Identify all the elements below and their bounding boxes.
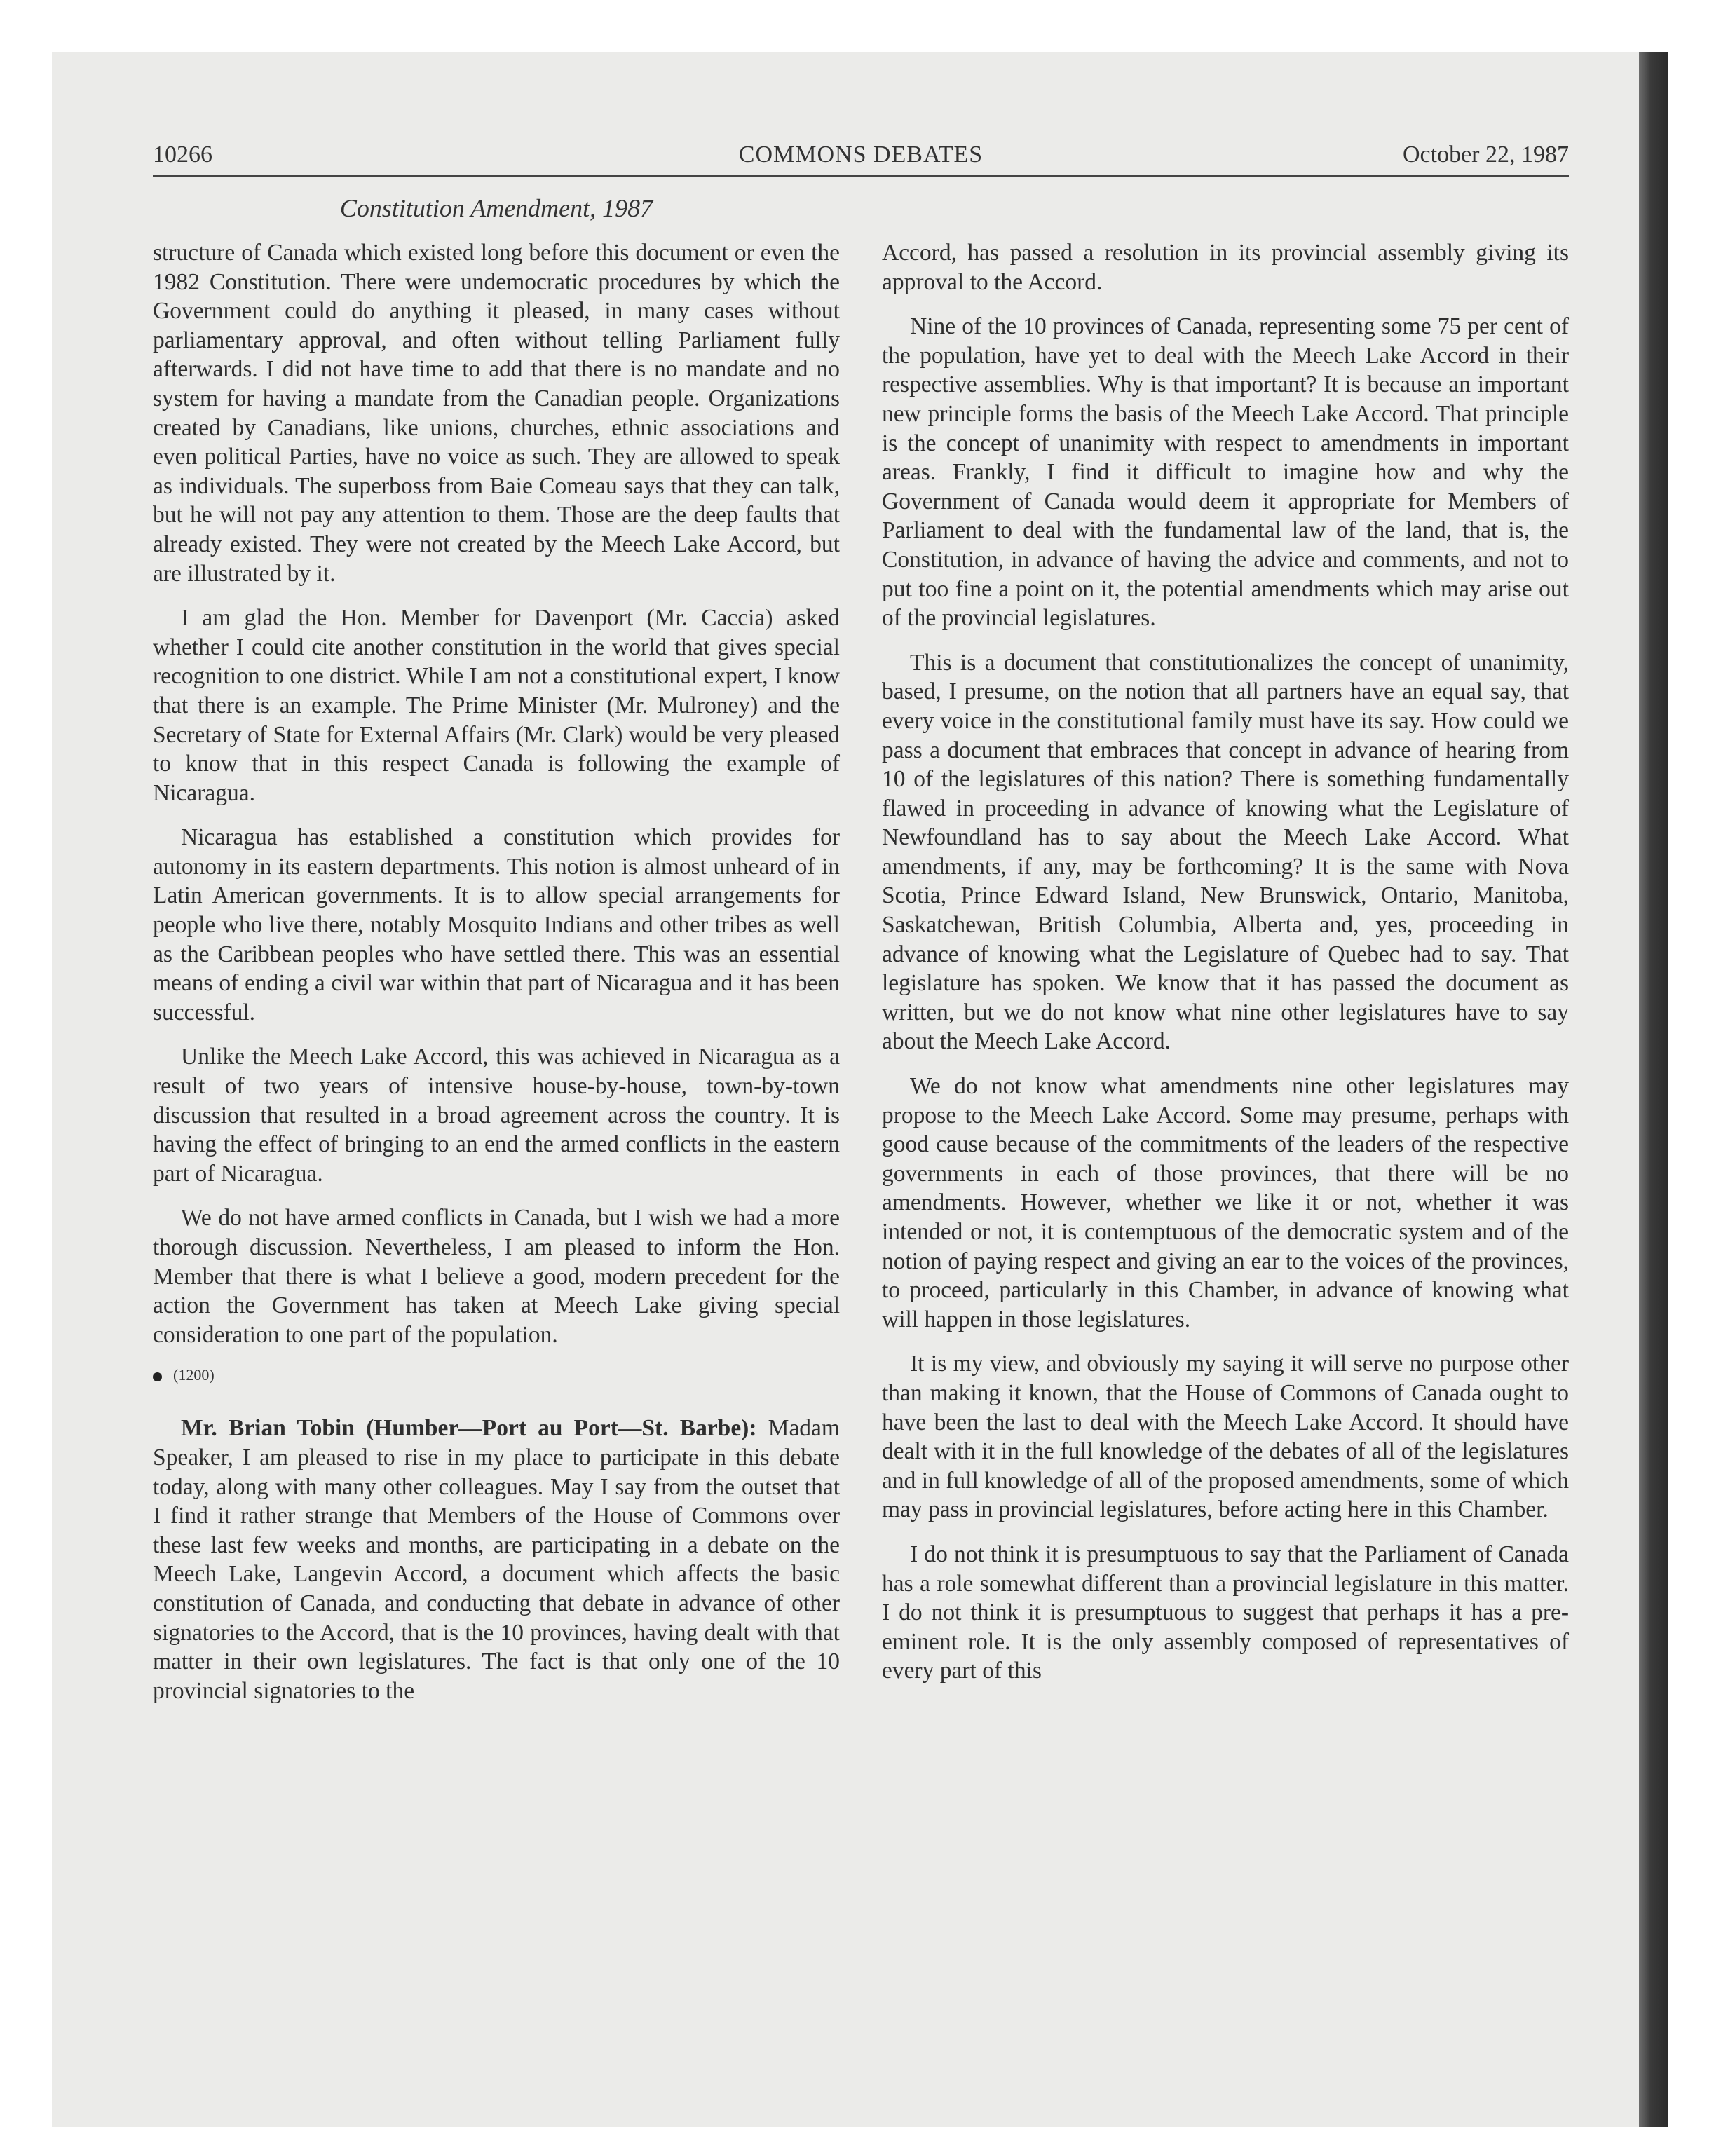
paragraph: Accord, has passed a resolution in its provincial assembly giving its approval to the Accord. <box>882 240 1569 295</box>
header-rule <box>153 175 1569 177</box>
bullet-icon <box>153 1372 162 1381</box>
paragraph: structure of Canada which existed long before this document or even the 1982 Constitution. There were undemocratic procedures by which the Government could do anything it pleased, in many cases without parliamentary approval, and often without telling Parliament fully afterwards. I did not have time to add that there is no mandate and no system for having a mandate from the Canadian people. Organizations created by Canadians, like unions, churches, ethnic associations and even political Parties, have no voice as such. They are allowed to speak as individuals. The superboss from Baie Comeau says that they can talk, but he will not pay any attention to them. Those are the deep faults that already existed. They were not created by the Meech Lake Accord, but are illustrated by it. <box>153 240 840 587</box>
page-header <box>153 142 1569 177</box>
speaker-paragraph <box>153 1414 840 1705</box>
paragraph: This is a document that constitutionalizes the concept of unanimity, based, I presume, on the notion that all partners have an equal say, that every voice in the constitutional family must have its say. How could we pass a document that embraces that concept in advance of hearing from 10 of the legislatures of this nation? There is something fundamentally flawed in proceeding in advance of knowing what the Legislature of Newfoundland has to say about the Meech Lake Accord. What amendments, if any, may be forthcoming? It is the same with Nova Scotia, Prince Edward Island, New Brunswick, Ontario, Manitoba, Saskatchewan, British Columbia, Alberta and, yes, proceeding in advance of knowing what the Legislature of Quebec had to say. That legislature has spoken. We know that it has passed the document as written, but we do not know what nine other legislatures have to say about the Meech Lake Accord. <box>882 649 1569 1055</box>
journal-title: COMMONS DEBATES <box>738 142 984 168</box>
paragraph: It is my view, and obviously my saying it will serve no purpose other than making it known, that the House of Commons of Canada ought to have been the last to deal with the Meech Lake Accord. It should have dealt with it in the full knowledge of the debates of all of the legislatures and in full knowledge of all of the proposed amendments, some of which may pass in provincial legislatures, before acting here in this Chamber. <box>882 1351 1569 1523</box>
timestamp <box>153 1365 840 1386</box>
paragraph: I do not think it is presumptuous to say that the Parliament of Canada has a role somewhat different than a provincial legislature in this matter. I do not think it is presumptuous to suggest that perhaps it has a pre-eminent role. It is the only assembly composed of representatives of every part of this <box>882 1541 1569 1684</box>
paragraph: I am glad the Hon. Member for Davenport (Mr. Caccia) asked whether I could cite another constitution in the world that gives special recognition to one district. While I am not a constitutional expert, I know that there is an example. The Prime Minister (Mr. Mulroney) and the Secretary of State for External Affairs (Mr. Clark) would be very pleased to know that in this respect Canada is following the example of Nicaragua. <box>153 605 840 806</box>
speaker-name: Mr. Brian Tobin (Humber—Port au Port—St. Barbe): <box>181 1415 757 1442</box>
paragraph: We do not know what amendments nine other legislatures may propose to the Meech Lake Accord. Some may presume, perhaps with good cause because of the commitments of the leaders of the respective governments in each of those provinces, that there will be no amendments. However, whether we like it or not, whether it was intended or not, it is contemptuous of the democratic system and of the notion of paying respect and giving an ear to the voices of the provinces, to proceed, particularly in this Chamber, in advance of knowing what will happen in those legislatures. <box>882 1073 1569 1332</box>
right-column <box>882 238 1569 1701</box>
section-subheading: Constitution Amendment, 1987 <box>339 194 653 222</box>
paragraph: Nicaragua has established a constitution which provides for autonomy in its eastern departments. This notion is almost unheard of in Latin American governments. It is to allow special arrangements for people who live there, notably Mosquito Indians and other tribes as well as the Caribbean peoples who have settled there. This was an essential means of ending a civil war within that part of Nicaragua and it has been successful. <box>153 824 840 1025</box>
paragraph: Unlike the Meech Lake Accord, this was achieved in Nicaragua as a result of two years of intensive house-by-house, town-by-town discussion that resulted in a broad agreement across the country. It is having the effect of bringing to an end the armed conflicts in the eastern part of Nicaragua. <box>153 1044 840 1187</box>
paragraph: We do not have armed conflicts in Canada, but I wish we had a more thorough discussion. Nevertheless, I am pleased to inform the Hon. Member that there is what I believe a good, modern precedent for the action the Government has taken at Meech Lake giving special consideration to one part of the population. <box>153 1205 840 1348</box>
page-number: 10266 <box>153 142 212 168</box>
paragraph: Nine of the 10 provinces of Canada, representing some 75 per cent of the population, have yet to deal with the Meech Lake Accord in their respective assemblies. Why is that important? It is because an important new principle forms the basis of the Meech Lake Accord. That principle is the concept of unanimity with respect to amendments in important areas. Frankly, I find it difficult to imagine how and why the Government of Canada would deem it appropriate for Members of Parliament to deal with the fundamental law of the land, that is, the Constitution, in advance of having the advice and comments, and not to put too fine a point on it, the potential amendments which may arise out of the provincial legislatures. <box>882 313 1569 632</box>
issue-date: October 22, 1987 <box>1402 142 1569 168</box>
timestamp-text: (1200) <box>173 1366 215 1384</box>
speech-text: Madam Speaker, I am pleased to rise in my place to participate in this debate today, along with many other colleagues. May I say from the outset that I find it rather strange that Members of the House of Commons over these last few weeks and months, are participating in a debate on the Meech Lake, Langevin Accord, a document which affects the basic constitution of Canada, and conducting that debate in advance of other signatories to the Accord, that is the 10 provinces, having dealt with that matter in their own legislatures. The fact is that only one of the 10 provincial signatories to the <box>153 1415 840 1704</box>
scan-edge-shadow <box>1639 52 1668 2127</box>
left-column <box>153 238 840 1721</box>
